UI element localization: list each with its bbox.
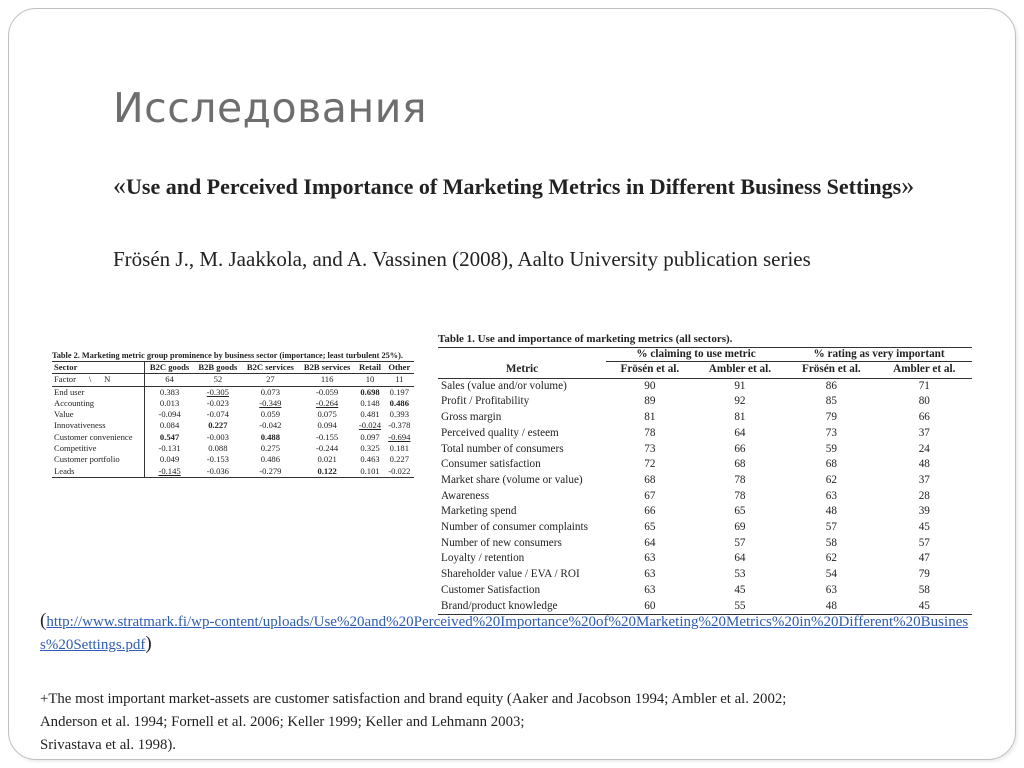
table-2-header-row	[52, 362, 414, 374]
table-cell: 65	[644, 521, 656, 534]
table-1-caption: Table 1. Use and importance of marketing metrics (all sectors).	[438, 333, 733, 345]
table-cell: 0.097	[360, 431, 380, 442]
table-2-header: B2B goods	[194, 362, 242, 374]
quote-close: »	[901, 171, 915, 200]
table-row	[438, 567, 972, 583]
table-cell: 10	[355, 374, 384, 386]
table-cell: Total number of consumers	[441, 442, 564, 455]
table-cell: 0.075	[317, 409, 337, 420]
footnote-plus: +	[40, 691, 49, 707]
table-cell: Customer portfolio	[52, 454, 145, 465]
table-cell: 65	[734, 505, 746, 518]
table-row	[438, 473, 972, 489]
table-cell: Loyalty / retention	[441, 552, 525, 565]
table-2-header: Retail	[355, 362, 384, 374]
table-cell: 0.013	[159, 397, 180, 408]
table-cell: 52	[194, 374, 242, 386]
table-cell: -0.305	[206, 386, 229, 397]
table-cell: 64	[145, 374, 194, 386]
table-cell: Number of new consumers	[441, 536, 562, 549]
table-2-header: B2C goods	[145, 362, 194, 374]
table-cell: -0.003	[206, 431, 229, 442]
table-cell: 62	[825, 552, 837, 565]
table-row	[52, 443, 414, 454]
table-cell: 81	[644, 411, 656, 424]
table-row	[52, 466, 414, 478]
table-cell: 72	[644, 458, 656, 471]
table-cell: -0.094	[158, 409, 181, 420]
table-cell: 0.698	[360, 386, 380, 397]
table-cell: -0.378	[388, 420, 411, 431]
table-cell: -0.131	[158, 443, 181, 454]
table-cell: -0.145	[145, 466, 194, 478]
table-cell: 68	[734, 458, 746, 471]
table-cell: 79	[825, 411, 837, 424]
table-cell: 0.101	[355, 466, 384, 478]
table-cell: 28	[918, 489, 930, 502]
table-cell: 58	[918, 583, 930, 596]
table-2	[52, 351, 414, 478]
table-cell: -0.153	[206, 454, 229, 465]
table-1-header-row	[438, 362, 972, 379]
table-cell: Marketing spend	[441, 505, 517, 518]
table-row	[438, 536, 972, 552]
table-cell: 66	[734, 442, 746, 455]
table-cell: Innovativeness	[52, 420, 145, 431]
table-cell: 63	[825, 583, 837, 596]
table-cell: Number of consumer complaints	[441, 521, 588, 534]
table-cell: 0.227	[208, 420, 228, 431]
table-cell: Competitive	[52, 443, 145, 454]
table-cell: 78	[734, 473, 746, 486]
footnote-line-1	[40, 688, 980, 711]
table-cell: 57	[825, 521, 837, 534]
table-cell: 92	[734, 395, 746, 408]
table-cell: 0.488	[260, 431, 281, 442]
table-cell: 0.547	[159, 431, 180, 442]
paren-close: )	[145, 633, 152, 654]
table-2-header: B2B services	[299, 362, 356, 374]
quote-open: «	[113, 171, 126, 200]
table-cell: Shareholder value / EVA / ROI	[441, 568, 580, 581]
table-cell: 0.275	[260, 443, 281, 454]
table-cell: Profit / Profitability	[441, 395, 530, 408]
table-1-header: Ambler et al.	[694, 362, 786, 379]
table-cell: -0.022	[385, 466, 414, 478]
table-cell: 116	[299, 374, 356, 386]
table-cell: Accounting	[52, 398, 145, 409]
table-cell: Customer convenience	[52, 432, 145, 443]
table-cell: 0.122	[299, 466, 356, 478]
table-cell: 45	[877, 599, 972, 615]
table-cell: 47	[918, 552, 930, 565]
table-cell: 0.197	[389, 386, 409, 397]
table-cell: 0.325	[360, 443, 380, 454]
table-1-empty-header	[438, 348, 606, 362]
table-cell: 48	[825, 505, 837, 518]
table-1-grid	[438, 347, 972, 615]
table-cell: End user	[52, 386, 145, 398]
table-cell: -0.023	[206, 397, 229, 408]
table-cell: 0.383	[159, 386, 180, 397]
table-2-header: Sector	[52, 362, 145, 374]
table-row	[52, 409, 414, 420]
table-cell: 79	[918, 568, 930, 581]
table-cell: 66	[918, 411, 930, 424]
table-cell: Brand/product knowledge	[438, 599, 606, 615]
table-cell: 0.084	[159, 420, 180, 431]
table-cell: 58	[825, 536, 837, 549]
table-row	[438, 457, 972, 473]
table-row	[52, 386, 414, 398]
table-cell: -0.059	[316, 386, 339, 397]
table-row	[438, 394, 972, 410]
table-cell: 0.073	[260, 386, 281, 397]
table-cell: Consumer satisfaction	[441, 458, 541, 471]
table-cell: 27	[242, 374, 299, 386]
table-row	[438, 442, 972, 458]
source-link[interactable]: http://www.stratmark.fi/wp-content/uploads/Use%20and%20Perceived%20Importance%20of%20Marketing%20Metrics%20in%20Different%20Business%20Settings.pdf	[40, 614, 969, 653]
table-cell: 0.049	[159, 454, 180, 465]
paren-open: (	[40, 610, 47, 631]
table-cell: 0.486	[260, 454, 281, 465]
table-cell: 71	[918, 379, 930, 392]
table-row	[438, 504, 972, 520]
table-1-header: Frösén et al.	[606, 362, 694, 379]
table-cell: -0.036	[194, 466, 242, 478]
table-1-group-header: % claiming to use metric	[606, 348, 786, 362]
table-cell: 59	[825, 442, 837, 455]
table-row	[438, 583, 972, 599]
table-cell: -0.024	[358, 420, 382, 431]
footnote-line-3: Srivastava et al. 1998).	[40, 737, 177, 753]
paper-title	[113, 170, 943, 203]
table-cell: 78	[734, 489, 746, 502]
table-1-group-header-row	[438, 348, 972, 362]
table-cell: 45	[734, 583, 746, 596]
table-cell: 60	[606, 599, 694, 615]
table-cell: 0.393	[389, 409, 409, 420]
table-cell: 91	[734, 379, 746, 392]
table-cell: 0.486	[389, 397, 409, 408]
table-cell: 68	[644, 473, 656, 486]
slide-title: Исследования	[113, 84, 428, 132]
table-cell: 24	[918, 442, 930, 455]
footnote	[40, 688, 980, 757]
table-cell: -0.244	[316, 443, 339, 454]
table-cell: 69	[734, 521, 746, 534]
table-row	[438, 520, 972, 536]
table-cell: 0.088	[208, 443, 228, 454]
table-cell: 37	[918, 426, 930, 439]
table-cell: 0.059	[260, 409, 281, 420]
table-cell: 85	[825, 395, 837, 408]
table-cell: 90	[644, 379, 656, 392]
paper-authors: Frösén J., M. Jaakkola, and A. Vassinen (2008), Aalto University publication series	[113, 247, 811, 271]
table-cell: 0.148	[360, 397, 380, 408]
table-cell: 66	[644, 505, 656, 518]
table-cell: 54	[825, 568, 837, 581]
table-cell: Factor \ N	[52, 374, 145, 386]
table-2-caption: Table 2. Marketing metric group prominence by business sector (importance; least turbulent 25%).	[52, 351, 403, 360]
table-cell: 64	[734, 552, 746, 565]
table-row	[438, 489, 972, 505]
table-row	[52, 398, 414, 409]
table-cell: 0.463	[360, 454, 380, 465]
table-cell: 11	[385, 374, 414, 386]
table-cell: -0.279	[242, 466, 299, 478]
table-cell: 89	[644, 395, 656, 408]
table-cell: -0.349	[259, 397, 282, 408]
table-row	[438, 551, 972, 567]
table-1-header: Ambler et al.	[877, 362, 972, 379]
source-link-block	[40, 610, 970, 656]
table-cell: 0.481	[360, 409, 380, 420]
table-cell: Customer Satisfaction	[441, 583, 541, 596]
table-cell: 0.094	[317, 420, 337, 431]
paper-title-text: Use and Perceived Importance of Marketing Metrics in Different Business Settings	[126, 174, 902, 199]
table-cell: 86	[825, 379, 837, 392]
table-cell: 68	[825, 458, 837, 471]
table-cell: 57	[918, 536, 930, 549]
table-row	[438, 410, 972, 426]
table-cell: Perceived quality / esteem	[441, 426, 559, 439]
table-row	[52, 420, 414, 431]
table-cell: 62	[825, 473, 837, 486]
table-cell: 73	[644, 442, 656, 455]
table-cell: 63	[644, 568, 656, 581]
table-cell: 45	[918, 521, 930, 534]
table-cell: 39	[918, 505, 930, 518]
table-cell: 81	[734, 411, 746, 424]
table-1	[438, 333, 972, 615]
table-cell: 63	[825, 489, 837, 502]
table-cell: -0.074	[206, 409, 229, 420]
table-row	[438, 426, 972, 442]
table-cell: 78	[644, 426, 656, 439]
table-cell: Awareness	[441, 489, 490, 502]
footnote-line-2: Anderson et al. 1994; Fornell et al. 2006; Keller 1999; Keller and Lehmann 2003;	[40, 714, 525, 730]
table-cell: 73	[825, 426, 837, 439]
table-cell: 0.021	[317, 454, 337, 465]
table-1-header: Frösén et al.	[786, 362, 876, 379]
table-cell: Leads	[52, 466, 145, 478]
table-cell: Sales (value and/or volume)	[441, 379, 567, 392]
table-2-factor-row	[52, 374, 414, 386]
table-cell: Value	[52, 409, 145, 420]
table-cell: 80	[918, 395, 930, 408]
table-cell: 63	[644, 552, 656, 565]
table-row	[52, 454, 414, 465]
table-cell: -0.042	[259, 420, 282, 431]
table-cell: 57	[734, 536, 746, 549]
table-2-grid	[52, 361, 414, 478]
table-1-header: Metric	[438, 362, 606, 379]
table-cell: 53	[734, 568, 746, 581]
table-cell: 55	[694, 599, 786, 615]
table-cell: 37	[918, 473, 930, 486]
table-cell: 48	[918, 458, 930, 471]
table-cell: 48	[786, 599, 876, 615]
table-cell: 67	[644, 489, 656, 502]
table-2-header: Other	[385, 362, 414, 374]
table-cell: 0.181	[389, 443, 409, 454]
table-cell: -0.155	[316, 431, 339, 442]
table-cell: Market share (volume or value)	[441, 473, 583, 486]
table-cell: 0.227	[389, 454, 409, 465]
table-row	[438, 378, 972, 394]
footnote-line-1-text: The most important market-assets are customer satisfaction and brand equity (Aaker and Jacobson 1994; Ambler et al. 2002;	[48, 691, 787, 707]
table-1-group-header: % rating as very important	[786, 348, 972, 362]
table-cell: -0.264	[316, 397, 339, 408]
table-cell: 63	[644, 583, 656, 596]
table-2-header: B2C services	[242, 362, 299, 374]
table-cell: Gross margin	[441, 411, 502, 424]
table-cell: -0.694	[388, 431, 411, 442]
table-row	[52, 432, 414, 443]
table-cell: 64	[734, 426, 746, 439]
table-cell: 64	[644, 536, 656, 549]
